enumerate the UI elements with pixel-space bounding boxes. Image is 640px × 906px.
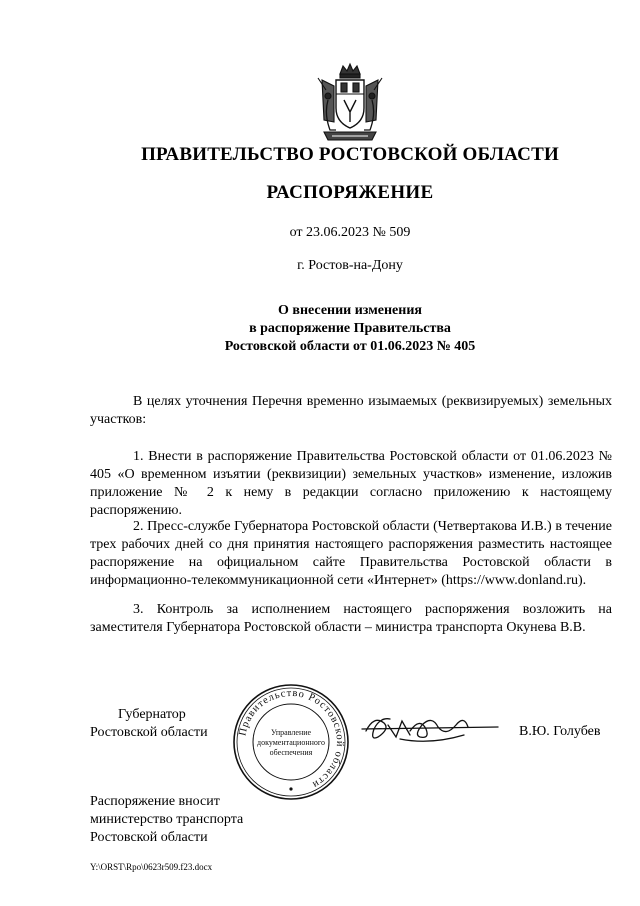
document-subject (0, 302, 640, 356)
submitter-line: Ростовской области (90, 830, 208, 845)
stamp-center-line: Управление (270, 728, 312, 737)
intro-paragraph: В целях уточнения Перечня временно изымаемых (реквизируемых) земельных участков: (90, 394, 612, 427)
government-title: ПРАВИТЕЛЬСТВО РОСТОВСКОЙ ОБЛАСТИ (141, 144, 559, 165)
submitter-line: Распоряжение вносит (90, 794, 220, 809)
stamp-center-line: обеспечения (269, 748, 313, 757)
subject-line: в распоряжение Правительства (249, 321, 451, 336)
handwritten-signature-icon (360, 707, 500, 751)
stamp-ring-text: Правительство Ростовской области (237, 687, 346, 791)
paragraph-item-2: 2. Пресс-службе Губернатора Ростовской области (Четвертакова И.В.) в течение трех рабочих дней со дня принятия настоящего распоряжения разместить настоящее распоряжение на официальном сайте Правительства Ростовской области в информационно-телекоммуникационной сети «Интернет» (https://www.donland.ru). (90, 519, 612, 588)
submitter-block (90, 793, 243, 847)
signatory-name: В.Ю. Голубев (519, 724, 601, 739)
document-type: РАСПОРЯЖЕНИЕ (266, 182, 434, 203)
coat-of-arms-icon (314, 60, 386, 146)
signatory-position-line: Губернатор (118, 707, 186, 722)
signatory-position (90, 706, 208, 742)
signatory-position-line: Ростовской области (90, 725, 208, 740)
submitter-line: министерство транспорта (90, 812, 244, 827)
official-seal-icon (232, 683, 350, 801)
stamp-center-line: документационного (257, 738, 325, 747)
paragraph-item-3: 3. Контроль за исполнением настоящего распоряжения возложить на заместителя Губернатора Ростовской области – министра транспорта Окунева В.В. (90, 602, 612, 635)
document-date-number: от 23.06.2023 № 509 (289, 225, 411, 240)
document-city: г. Ростов-на-Дону (297, 258, 403, 273)
file-path: Y:\ORST\Rpo\0623r509.f23.docx (90, 862, 213, 872)
subject-line: Ростовской области от 01.06.2023 № 405 (224, 339, 476, 354)
subject-line: О внесении изменения (278, 303, 422, 318)
paragraph-item-1: 1. Внести в распоряжение Правительства Ростовской области от 01.06.2023 № 405 «О временном изъятии (реквизиции) земельных участков» изменение, изложив приложение № 2 к нему в редакции согласно приложению к настоящему распоряжению. (90, 449, 612, 518)
